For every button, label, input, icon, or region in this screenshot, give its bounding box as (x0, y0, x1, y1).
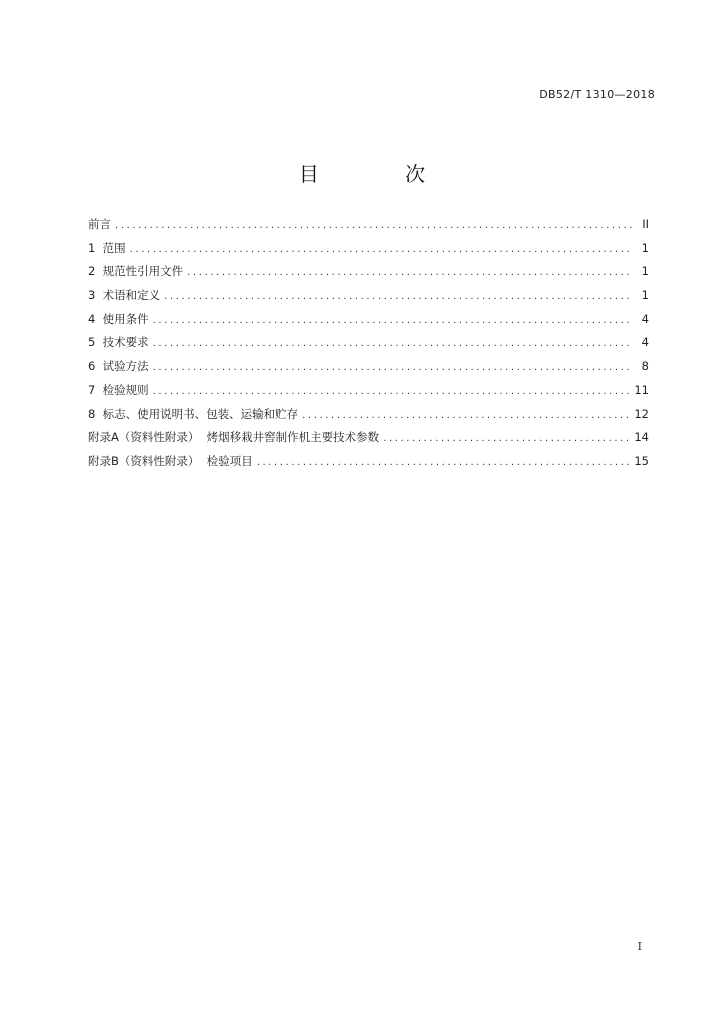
page-title: 目 次 (298, 162, 466, 186)
toc-entry-test-methods[interactable] (88, 358, 649, 382)
dot-leader (257, 457, 630, 468)
toc-entry-appendix-a[interactable] (88, 429, 649, 453)
toc-entry-page: 14 (634, 430, 649, 445)
toc-entry-terms-definitions[interactable] (88, 287, 649, 311)
toc-entry-conditions-of-use[interactable] (88, 311, 649, 335)
toc-entry-marking-packaging[interactable] (88, 406, 649, 430)
toc-entry-label: 6 试验方法 (88, 359, 149, 374)
toc-entry-label: 3 术语和定义 (88, 288, 161, 303)
toc-entry-inspection-rules[interactable] (88, 382, 649, 406)
toc-entry-page: 4 (641, 335, 649, 350)
dot-leader (153, 386, 630, 397)
toc-entry-page: II (642, 217, 649, 231)
toc-entry-label: 8 标志、使用说明书、包装、运输和贮存 (88, 406, 299, 421)
dot-leader (153, 315, 632, 326)
dot-leader (383, 433, 629, 444)
toc-entry-label: 4 使用条件 (88, 311, 149, 326)
dot-leader (153, 338, 632, 349)
toc-entry-normative-references[interactable] (88, 263, 649, 287)
dot-leader (302, 410, 629, 421)
toc-entry-scope[interactable] (88, 240, 649, 264)
dot-leader (164, 291, 632, 302)
toc-entry-page: 1 (641, 240, 649, 255)
toc-entry-technical-requirements[interactable] (88, 334, 649, 358)
dot-leader (187, 267, 632, 278)
toc-entry-label: 2 规范性引用文件 (88, 264, 184, 279)
dot-leader (115, 220, 632, 231)
toc-entry-page: 1 (641, 264, 649, 279)
toc-entry-label: 1 范围 (88, 240, 126, 255)
toc-entry-foreword[interactable] (88, 216, 649, 240)
table-of-contents (88, 216, 649, 477)
toc-entry-label: 附录B（资料性附录） 检验项目 (88, 453, 253, 468)
dot-leader (153, 362, 632, 373)
toc-entry-page: 15 (634, 453, 649, 468)
toc-entry-label: 前言 (88, 217, 111, 231)
dot-leader (130, 244, 632, 255)
toc-entry-page: 8 (641, 359, 649, 374)
toc-entry-page: 1 (641, 288, 649, 303)
toc-entry-appendix-b[interactable] (88, 453, 649, 477)
toc-entry-page: 4 (641, 311, 649, 326)
toc-entry-page: 12 (634, 406, 649, 421)
toc-entry-label: 7 检验规则 (88, 382, 149, 397)
page-number: I (637, 940, 642, 953)
toc-entry-label: 5 技术要求 (88, 335, 149, 350)
standard-number: DB52/T 1310—2018 (539, 88, 655, 101)
toc-entry-label: 附录A（资料性附录） 烤烟移栽井窖制作机主要技术参数 (88, 430, 380, 445)
toc-entry-page: 11 (634, 382, 649, 397)
